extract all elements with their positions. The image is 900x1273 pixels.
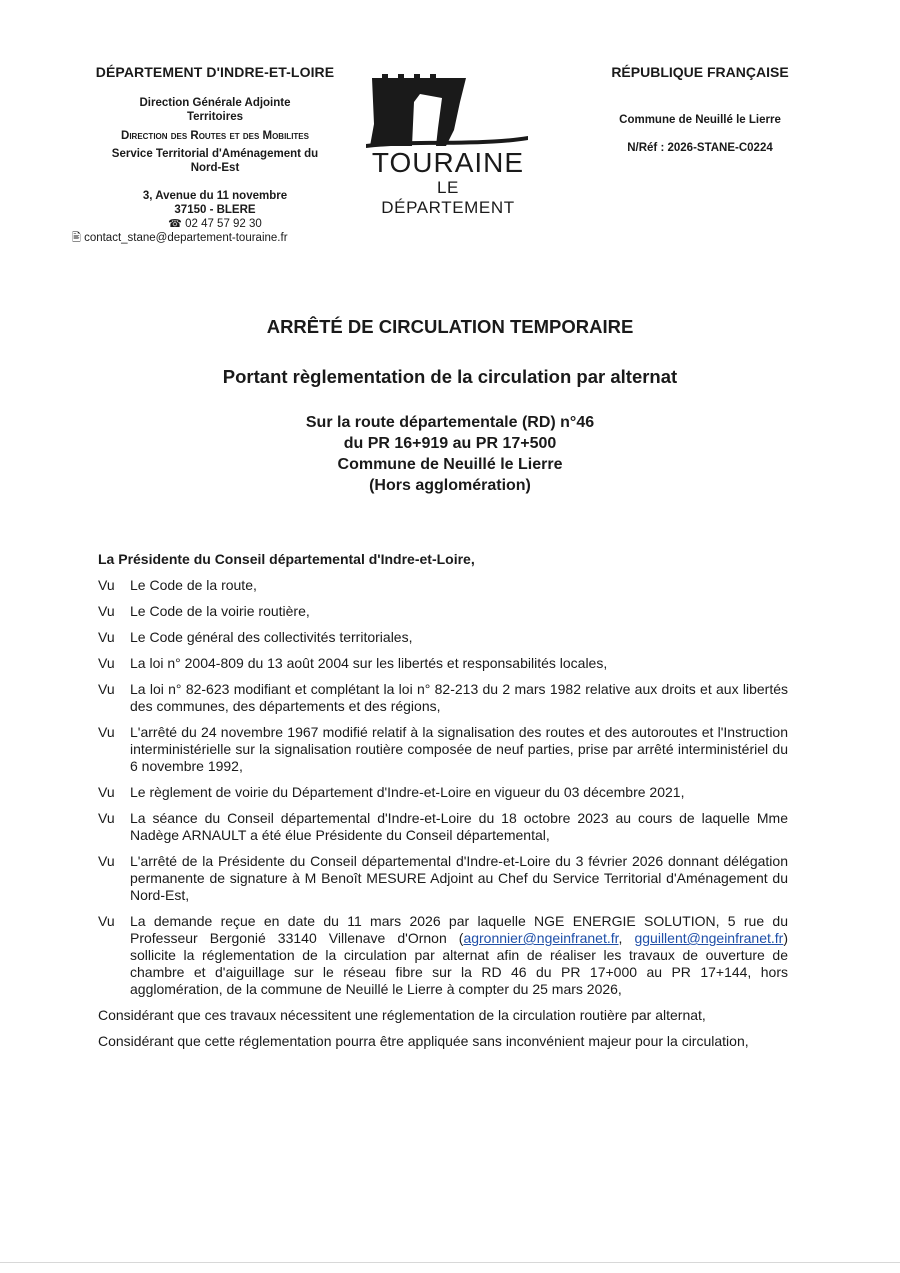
vu-label: Vu (98, 724, 115, 740)
vu-item (98, 810, 788, 844)
vu-item (98, 603, 788, 620)
page-bottom-rule (0, 1262, 900, 1263)
vu-label: Vu (98, 853, 115, 869)
vu-text: Le Code de la voirie routière, (130, 603, 310, 619)
vu-label: Vu (98, 655, 115, 671)
vu-item (98, 655, 788, 672)
vu-item (98, 784, 788, 801)
demande-separator: , (618, 930, 635, 946)
presidente-heading: La Présidente du Conseil départemental d'Indre-et-Loire, (98, 551, 475, 567)
reference-number: N/Réf : 2026-STANE-C0224 (627, 142, 773, 154)
email-address[interactable]: contact_stane@departement-touraine.fr (84, 232, 288, 244)
logo-subtitle: LE DÉPARTEMENT (381, 178, 515, 217)
demande-text-after: ) sollicite la réglementation de la circulation par alternat afin de réaliser les travaux de ouverture de chambre et d'aiguillage sur le réseau fibre sur la RD 46 du PR 17+000 au PR 17+144, hors agglomération, de la commune de Neuillé le Lierre à compter du 25 mars 2026, (130, 930, 788, 997)
vu-item (98, 853, 788, 904)
email-icon: 🖹 (72, 232, 81, 244)
vu-item-demande (98, 913, 788, 998)
vu-label: Vu (98, 784, 115, 800)
vu-item (98, 724, 788, 775)
vu-text: Le Code général des collectivités territoriales, (130, 629, 413, 645)
phone-icon: ☎ (168, 218, 182, 230)
direction-generale: Direction Générale Adjointe (139, 97, 291, 109)
vu-text-demande (130, 913, 788, 998)
email-row (40, 231, 390, 245)
vu-text: Le Code de la route, (130, 577, 257, 593)
email-link-agronnier[interactable]: agronnier@ngeinfranet.fr (463, 930, 619, 946)
vu-label: Vu (98, 629, 115, 645)
phone-row (40, 217, 390, 231)
road-line1: Sur la route départementale (RD) n°46 (305, 414, 595, 431)
address-line1: 3, Avenue du 11 novembre (142, 190, 288, 202)
document-body (98, 551, 788, 1059)
considerant-1: Considérant que ces travaux nécessitent une réglementation de la circulation routière par alternat, (98, 1007, 706, 1023)
demande-text-before: La demande reçue en date du 11 mars 2026 par laquelle NGE ENERGIE SOLUTION, 5 rue du Professeur Bergonié 33140 Villenave d'Ornon ( (130, 913, 788, 946)
republic-name: RÉPUBLIQUE FRANÇAISE (611, 64, 789, 80)
road-line3: Commune de Neuillé le Lierre (337, 456, 563, 473)
header-right (560, 64, 840, 154)
direction-routes: Direction des Routes et des Mobilites (121, 130, 309, 142)
vu-label: Vu (98, 810, 115, 826)
header-left (40, 64, 390, 245)
phone-number: 02 47 57 92 30 (185, 218, 262, 230)
logo-wordmark: TOURAINE (371, 147, 525, 178)
territoires: Territoires (186, 111, 244, 123)
road-block (0, 412, 900, 496)
considerant-2: Considérant que cette réglementation pourra être appliquée sans inconvénient majeur pour la circulation, (98, 1033, 749, 1049)
vu-text: La loi n° 82-623 modifiant et complétant la loi n° 82-213 du 2 mars 1982 relative aux droits et aux libertés des communes, des départements et des régions, (130, 681, 788, 714)
touraine-logo (358, 72, 538, 217)
vu-label: Vu (98, 913, 115, 929)
service-line1: Service Territorial d'Aménagement du (111, 148, 319, 160)
vu-label: Vu (98, 681, 115, 697)
document-title: ARRÊTÉ DE CIRCULATION TEMPORAIRE (266, 316, 634, 337)
tower-icon (358, 72, 538, 152)
email-link-gguillent[interactable]: gguillent@ngeinfranet.fr (634, 930, 784, 946)
vu-text: L'arrêté de la Présidente du Conseil départemental d'Indre-et-Loire du 3 février 2026 donnant délégation permanente de signature à M Benoît MESURE Adjoint au Chef du Service Territorial d'Aménagement du Nord-Est, (130, 853, 788, 903)
document-subtitle: Portant règlementation de la circulation par alternat (222, 366, 678, 387)
vu-label: Vu (98, 577, 115, 593)
vu-item (98, 681, 788, 715)
vu-item (98, 577, 788, 594)
vu-text: La loi n° 2004-809 du 13 août 2004 sur les libertés et responsabilités locales, (130, 655, 608, 671)
commune-name: Commune de Neuillé le Lierre (619, 114, 781, 126)
vu-text: La séance du Conseil départemental d'Indre-et-Loire du 18 octobre 2023 au cours de laquelle Mme Nadège ARNAULT a été élue Présidente du Conseil départemental, (130, 810, 788, 843)
road-line2: du PR 16+919 au PR 17+500 (343, 435, 557, 452)
vu-text: L'arrêté du 24 novembre 1967 modifié relatif à la signalisation des routes et des autoroutes et l'Instruction interministérielle sur la signalisation routière composée de neuf parties, prise par arrêté interministériel du 6 novembre 1992, (130, 724, 788, 774)
address-line2: 37150 - BLERE (174, 204, 256, 216)
road-line4: (Hors agglomération) (369, 477, 531, 494)
vu-label: Vu (98, 603, 115, 619)
department-name: DÉPARTEMENT D'INDRE-ET-LOIRE (95, 64, 335, 80)
service-line2: Nord-Est (190, 162, 240, 174)
vu-item (98, 629, 788, 646)
vu-text: Le règlement de voirie du Département d'Indre-et-Loire en vigueur du 03 décembre 2021, (130, 784, 685, 800)
